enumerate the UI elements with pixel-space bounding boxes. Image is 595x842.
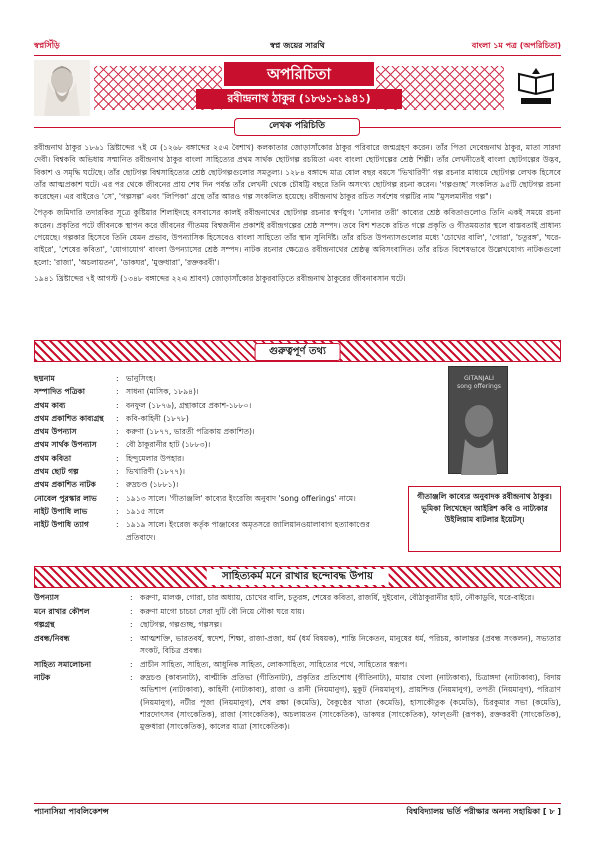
fact-separator: : [116,467,119,477]
fact-row [34,399,374,412]
fact-separator: : [116,480,119,490]
book-title: GITANJALI [464,375,494,382]
header-tagline: স্বপ্ন জয়ের সারথি [270,41,325,50]
fact-label: ছদ্মনাম [34,374,55,383]
fact-label: প্রথম ছোট গল্প [34,467,79,477]
fact-label: প্রথম কবিতা [34,453,72,463]
fact-separator: : [116,400,119,410]
book-logo-icon [511,64,561,110]
works-separator: : [130,673,133,683]
works-list [34,592,561,735]
fact-separator: : [116,493,119,503]
fact-label: প্রথম উপন্যাস [34,427,77,437]
works-row [34,619,561,631]
fact-row [34,492,414,505]
fact-label: নোবেল পুরস্কার লাভ [34,493,97,503]
works-row [34,606,561,618]
fact-row [34,452,374,465]
works-row [34,672,561,733]
header-brand: স্বপ্নসিঁড়ি [34,41,60,50]
works-label: মনে রাখার কৌশল [34,606,90,616]
header-subject: বাংলা ১ম পত্র (অপরিচিতা) [471,41,561,50]
fact-value: ভানুসিংহ। [126,374,156,383]
works-value: করুণা মাগো চাচচা সেরা দুটি বৌ নিয়ে নৌকা ঘরে যায়। [140,606,305,616]
page-footer [34,803,561,819]
section-heading-author-intro: লেখক পরিচিতি [234,118,360,136]
works-separator: : [130,659,133,669]
book-subtitle: song offerings [456,383,502,390]
works-label: নাটক [34,673,51,683]
fact-row [34,425,374,438]
fact-value: করুণা (১৮৭৭, ভারতী পত্রিকায় প্রকাশিত)। [126,427,255,437]
section-heading-label: সাহিত্যকর্ম মনে রাখার ছন্দোবদ্ধ উপায় [206,569,389,585]
fact-label: নাইট উপাধি ত্যাগ [34,520,89,530]
fact-row [34,478,374,491]
fact-value: ১৯১৯ সালে। ইংরেজ কর্তৃক পাঞ্জাবের অমৃতসরে জালিয়ানওয়ালাবাগ হত্যাকাণ্ডের প্রতিবাদে। [126,520,370,543]
fact-label: নাইট উপাধি লাভ [34,506,88,516]
fact-row [34,372,374,385]
fact-row [34,438,374,451]
section-heading-works-mnemonics [34,566,561,588]
fact-row [34,385,374,398]
fact-separator: : [116,427,119,437]
works-label: গল্পগ্রন্থ [34,620,55,630]
fact-row [34,465,374,478]
fact-label: প্রথম কাব্য [34,400,66,410]
fact-label: সম্পাদিত পত্রিকা [34,387,85,397]
section-heading-label: গুরুত্বপূর্ণ তথ্য [254,343,341,361]
page-header [34,40,561,56]
intro-paragraph: পৈতৃক জমিদারি তদারকির সূত্রে কুষ্টিয়ার শিলাইদহে বসবাসের কালই রবীন্দ্রনাথের ছোটগল্প রচনার স্বর্ণযুগ। 'সোনার তরী' কাব্যের শ্রেষ্ঠ কবিতাগুলোও তিনি একই সময়ে রচনা করেন। প্রকৃতির পটে জীবনকে স্থাপন করে জীবনের গীতময় বিশ্বজনীন প্রকাশই রবীন্দ্রগল্পের শ্রেষ্ঠ সম্পদ। তবে বিশ শতকে রচিত গল্পে প্রকৃতি ও গীতময়তার স্থলে বাস্তবতাই প্রাধান্য পেয়েছে। গল্পকার হিসেবে তিনি যেমন প্রভাব, উপন্যাসিক হিসেবেও বাংলা সাহিত্যে তাঁর স্থান সুনির্দিষ্ট। তাঁর রচিত উপন্যাসগুলোর মধ্যে 'চোখের বালি', 'গোরা', 'চতুরঙ্গ', 'ঘরে-বাইরে', 'শেষের কবিতা', 'যোগাযোগ' বাংলা উপন্যাসের শ্রেষ্ঠ সম্পদ। নাটক রচনার ক্ষেত্রেও রবীন্দ্রনাথের শ্রেষ্ঠত্ব অবিসংবাদিত। তাঁর রচিত বিশেষভাবে উল্লেখযোগ্য নাটকগুলো হলো: 'রাজা', 'অচলায়তন', 'ডাকঘর', 'মুক্তধারা', 'রক্তকরবী'। [34,208,561,267]
fact-value: ভিখারিণী (১৮৭৭)। [126,467,185,477]
fact-value: ১৯১৩ সালে। 'গীতাঞ্জলি' কাব্যের ইংরেজি অনুবাদ 'song offerings' নামে। [126,493,356,503]
fact-separator: : [116,520,119,530]
works-label: উপন্যাস [34,593,60,602]
fact-row [34,518,374,544]
fact-value: বৌ ঠাকুরানীর হাট (১৮৮৩)। [126,440,211,450]
intro-paragraph: রবীন্দ্রনাথ ঠাকুর ১৮৬১ খ্রিষ্টাব্দের ৭ই মে (১২৬৮ বঙ্গাব্দের ২৫এ বৈশাখ) কলকাতার জোড়াসাঁকোর ঠাকুর পরিবারে জন্মগ্রহণ করেন। তাঁর পিতা দেবেন্দ্রনাথ ঠাকুর, মাতা সারদা দেবী। বিশ্বকবি অভিধায় সম্মানিত রবীন্দ্রনাথ ঠাকুর বাংলা সাহিত্যের প্রথম সার্থক ছোটগল্প রচয়িতা এবং বাংলা ছোটগল্পের শ্রেষ্ঠ শিল্পী। তাঁর লেখনীতেই বাংলা ছোটগল্পের উদ্ভব, বিকাশ ও সমৃদ্ধি ঘটেছে। তাঁর ছোটগল্প বিশ্বসাহিত্যের শ্রেষ্ঠ ছোটগল্পগুলোর সমতুল্য। ১২৮৪ বঙ্গাব্দে মাত্র ষোল বছর বয়সে 'ভিখারিণী' গল্প রচনার মাধ্যমে ছোটগল্প লেখক হিসেবে তাঁর আত্মপ্রকাশ ঘটে। এর পর থেকে জীবনের প্রায় শেষ দিন পর্যন্ত তাঁর লেখনী থেকে চৌষট্টি বছরে তিনি অসংখ্য ছোটগল্প রচনা করেন। 'গল্পগুচ্ছ' সংকলিত ৯৫টি ছোটগল্প রচনা করেছেন। এর বাইরেও 'সে', 'গল্পসল্প' এবং 'লিপিকা' গ্রন্থে তাঁর আরও গল্প সংকলিত হয়েছে। রবীন্দ্রনাথ ঠাকুর রচিত সর্বশেষ গল্পটির নাম "মুসলমানীর গল্প"। [34,143,561,202]
works-separator: : [130,633,133,643]
fact-separator: : [116,374,119,383]
fact-separator: : [116,413,119,423]
author-portrait [34,60,90,116]
works-value: ছোটগল্প, গল্পগুচ্ছ, গল্পসল্প। [140,620,222,630]
fact-separator: : [116,453,119,463]
works-value: প্রাচীন সাহিত্য, সাহিত্য, আধুনিক সাহিত্য, লোকসাহিত্য, সাহিত্যের পথে, সাহিত্যের স্বরূপ। [140,659,408,669]
fact-label: প্রথম সার্থক উপন্যাস [34,440,97,450]
gitanjali-book-cover [448,366,508,474]
works-separator: : [130,593,133,602]
fact-separator: : [116,440,119,450]
works-label: প্রবন্ধ/নিবন্ধ [34,633,70,643]
facts-list [34,372,374,544]
works-row [34,659,561,671]
works-row [34,592,561,604]
fact-value: সাধনা (মাসিক, ১৮৯৪)। [126,387,199,397]
works-row [34,633,561,657]
works-separator: : [130,620,133,630]
footer-page-info: বিশ্ববিদ্যালয় ভর্তি পরীক্ষার অনন্য সহায়িকা [ ৮ ] [406,807,561,816]
works-value: আত্মশক্তি, ভারতবর্ষ, স্বদেশ, শিক্ষা, রাজা-প্রজা, ধর্ম (ধর্ম বিষয়ক), শান্তি নিকেতন, মানুষের ধর্ম, পরিচয়, কালান্তর (প্রবন্ধ সংকলন), সভ্যতার সংকট, বিচিত্র প্রবন্ধ। [140,633,561,655]
fact-value: বনফুল (১৮৭৬), গ্রন্থাকারে প্রকাশ-১৮৮০। [126,400,252,410]
fact-value: হিন্দুমেলার উপহার। [126,453,185,463]
fact-separator: : [116,387,119,397]
title-banner [34,60,561,116]
fact-row [34,505,374,518]
book-caption: গীতাঞ্জলি কাব্যের অনুবাদক রবীন্দ্রনাথ ঠাকুর। ভূমিকা লিখেছেন আইরিশ কবি ও নাট্যকার উইলিয়াম বাটলার ইয়েটস্। [408,486,561,552]
fact-separator: : [116,506,119,516]
works-label: সাহিত্য সমালোচনা [34,659,92,669]
author-name: রবীন্দ্রনাথ ঠাকুর (১৮৬১-১৯৪১) [196,89,402,109]
fact-value: কবি-কাহিনী (১৮৭৮) [126,413,189,423]
works-separator: : [130,606,133,616]
section-heading-important-facts [34,340,561,362]
chapter-title: অপরিচিতা [224,62,374,86]
fact-row [34,412,374,425]
works-value: করুণা, মালঞ্চ, গোরা, চার অধ্যায়, চোখের বালি, চতুরঙ্গ, শেষের কবিতা, রাজর্ষি, দুইবোন, বৌঠাকুরানীর হাট, নৌকাডুবি, ঘরে-বাইরে। [140,593,535,602]
author-introduction [34,142,561,289]
fact-label: প্রথম প্রকাশিত কাব্যগ্রন্থ [34,413,104,423]
works-value: রুদ্রচণ্ড (কাব্যনাট্য), বাল্মীকি প্রতিভা (গীতিনাট্য), প্রকৃতির প্রতিশোধ (গীতিনাট্য), মায়ার খেলা (নাট্যকাব্য), চিত্রাঙ্গদা (নাট্যকাব্য), বিদায় অভিশাপ (নাট্যকাব্য), কাহিনী (নাট্যকাব্য), রাজা ও রানী (নিয়মানুগ), মুকুট (নিয়মানুগ), প্রায়শ্চিত্ত (নিয়মানুগ), তপতী (নিয়মানুগ), পরিত্রাণ (নিয়মানুগ), নটীর পূজা (নিয়মানুগ), শেষ রক্ষা (কমেডি), বৈকুণ্ঠের খাতা (কমেডি), হাস্যকৌতুক (কমেডি), চিরকুমার সভা (কমেডি), শারদোৎসব (সাংকেতিক), রাজা (সাংকেতিক), অচলায়তন (সাংকেতিক), ডাকঘর (সাংকেতিক), ফাল্গুনী (রূপক), রক্তকরবী (সাংকেতিক), মুক্তধারা (সাংকেতিক), কালের যাত্রা (সাংকেতিক)। [140,673,561,731]
footer-publisher: প্যানাসিয়া পাবলিকেশন্স [34,807,109,816]
fact-value: রুদ্রচণ্ড (১৮৮১)। [126,480,179,490]
intro-paragraph: ১৯৪১ খ্রিষ্টাব্দের ৭ই আগস্ট (১৩৪৮ বঙ্গাব্দের ২২এ শ্রাবণ) জোড়াসাঁকোর ঠাকুরবাড়িতে রবীন্দ্রনাথ ঠাকুরের জীবনাবসান ঘটে। [34,273,406,283]
fact-label: প্রথম প্রকাশিত নাটক [34,480,96,490]
fact-value: ১৯১৫ সালে [126,506,165,516]
